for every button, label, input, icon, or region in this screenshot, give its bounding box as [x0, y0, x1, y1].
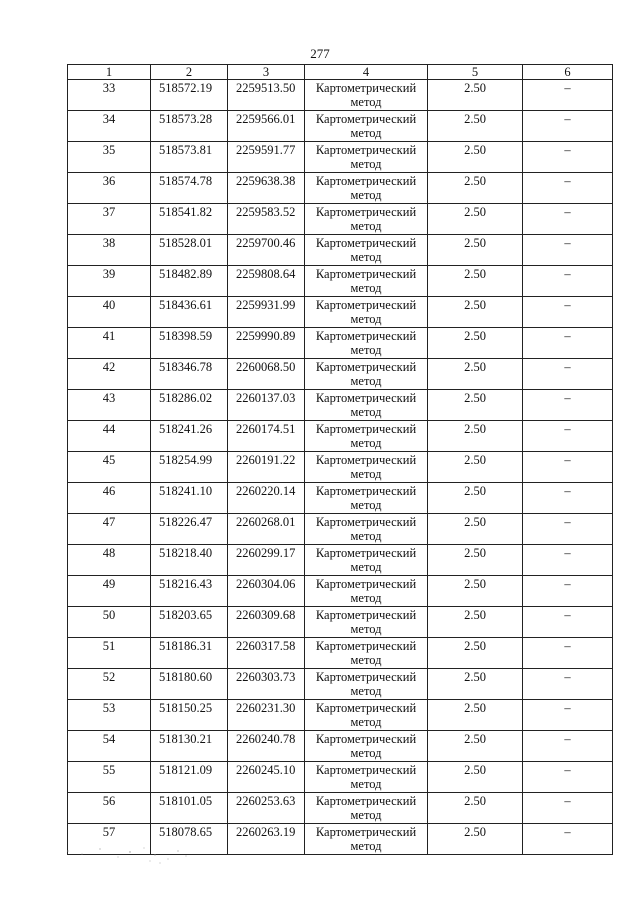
method-line-2: метод	[350, 467, 382, 481]
method-line-1: Картометрический	[315, 577, 417, 591]
x-coordinate-cell: 518203.65	[151, 607, 228, 638]
header-row	[68, 65, 613, 80]
method-line-2: метод	[350, 405, 382, 419]
x-coordinate-cell: 518572.19	[151, 80, 228, 111]
y-coordinate-cell: 2259638.38	[228, 173, 305, 204]
accuracy-cell: 2.50	[428, 514, 523, 545]
table-row	[68, 607, 613, 638]
method-line-2: метод	[350, 498, 382, 512]
table-row	[68, 731, 613, 762]
method-cell	[305, 576, 428, 607]
point-number-cell: 41	[68, 328, 151, 359]
accuracy-cell: 2.50	[428, 111, 523, 142]
method-cell	[305, 762, 428, 793]
y-coordinate-cell: 2259591.77	[228, 142, 305, 173]
note-cell: –	[523, 824, 613, 855]
method-cell	[305, 452, 428, 483]
method-line-1: Картометрический	[315, 205, 417, 219]
accuracy-cell: 2.50	[428, 452, 523, 483]
method-line-1: Картометрический	[315, 515, 417, 529]
y-coordinate-cell: 2260245.10	[228, 762, 305, 793]
y-coordinate-cell: 2260317.58	[228, 638, 305, 669]
method-cell	[305, 173, 428, 204]
accuracy-cell: 2.50	[428, 793, 523, 824]
header-cell: 4	[305, 65, 428, 80]
note-cell: –	[523, 514, 613, 545]
y-coordinate-cell: 2259808.64	[228, 266, 305, 297]
method-line-1: Картометрический	[315, 701, 417, 715]
table-row	[68, 328, 613, 359]
accuracy-cell: 2.50	[428, 483, 523, 514]
method-line-1: Картометрический	[315, 112, 417, 126]
table-row	[68, 700, 613, 731]
x-coordinate-cell: 518398.59	[151, 328, 228, 359]
note-cell: –	[523, 452, 613, 483]
y-coordinate-cell: 2259583.52	[228, 204, 305, 235]
method-line-2: метод	[350, 715, 382, 729]
table-row	[68, 576, 613, 607]
method-line-1: Картометрический	[315, 329, 417, 343]
note-cell: –	[523, 576, 613, 607]
method-cell	[305, 421, 428, 452]
y-coordinate-cell: 2260303.73	[228, 669, 305, 700]
method-line-2: метод	[350, 95, 382, 109]
accuracy-cell: 2.50	[428, 669, 523, 700]
accuracy-cell: 2.50	[428, 204, 523, 235]
method-line-1: Картометрический	[315, 391, 417, 405]
point-number-cell: 47	[68, 514, 151, 545]
method-cell	[305, 390, 428, 421]
method-line-1: Картометрический	[315, 732, 417, 746]
y-coordinate-cell: 2259931.99	[228, 297, 305, 328]
point-number-cell: 51	[68, 638, 151, 669]
accuracy-cell: 2.50	[428, 607, 523, 638]
table-row	[68, 111, 613, 142]
y-coordinate-cell: 2260304.06	[228, 576, 305, 607]
method-line-1: Картометрический	[315, 174, 417, 188]
x-coordinate-cell: 518436.61	[151, 297, 228, 328]
accuracy-cell: 2.50	[428, 80, 523, 111]
table-row	[68, 235, 613, 266]
method-cell	[305, 793, 428, 824]
point-number-cell: 36	[68, 173, 151, 204]
method-cell	[305, 700, 428, 731]
method-line-1: Картометрический	[315, 825, 417, 839]
method-line-2: метод	[350, 653, 382, 667]
method-cell	[305, 111, 428, 142]
method-line-2: метод	[350, 808, 382, 822]
y-coordinate-cell: 2260240.78	[228, 731, 305, 762]
method-line-2: метод	[350, 622, 382, 636]
header-cell: 6	[523, 65, 613, 80]
coordinates-table	[67, 64, 613, 855]
note-cell: –	[523, 173, 613, 204]
method-cell	[305, 607, 428, 638]
note-cell: –	[523, 607, 613, 638]
note-cell: –	[523, 359, 613, 390]
method-cell	[305, 80, 428, 111]
point-number-cell: 43	[68, 390, 151, 421]
method-line-2: метод	[350, 157, 382, 171]
table-row	[68, 638, 613, 669]
point-number-cell: 56	[68, 793, 151, 824]
accuracy-cell: 2.50	[428, 266, 523, 297]
note-cell: –	[523, 328, 613, 359]
x-coordinate-cell: 518254.99	[151, 452, 228, 483]
y-coordinate-cell: 2259566.01	[228, 111, 305, 142]
method-line-2: метод	[350, 343, 382, 357]
x-coordinate-cell: 518226.47	[151, 514, 228, 545]
method-line-2: метод	[350, 839, 382, 853]
y-coordinate-cell: 2259990.89	[228, 328, 305, 359]
x-coordinate-cell: 518130.21	[151, 731, 228, 762]
x-coordinate-cell: 518186.31	[151, 638, 228, 669]
y-coordinate-cell: 2260068.50	[228, 359, 305, 390]
accuracy-cell: 2.50	[428, 731, 523, 762]
table-row	[68, 204, 613, 235]
x-coordinate-cell: 518482.89	[151, 266, 228, 297]
method-cell	[305, 731, 428, 762]
table-row	[68, 545, 613, 576]
table-row	[68, 390, 613, 421]
accuracy-cell: 2.50	[428, 359, 523, 390]
note-cell: –	[523, 204, 613, 235]
method-line-1: Картометрический	[315, 143, 417, 157]
method-line-2: метод	[350, 188, 382, 202]
accuracy-cell: 2.50	[428, 297, 523, 328]
y-coordinate-cell: 2260299.17	[228, 545, 305, 576]
accuracy-cell: 2.50	[428, 142, 523, 173]
note-cell: –	[523, 80, 613, 111]
table-row	[68, 359, 613, 390]
point-number-cell: 37	[68, 204, 151, 235]
y-coordinate-cell: 2260231.30	[228, 700, 305, 731]
method-line-1: Картометрический	[315, 453, 417, 467]
header-cell: 2	[151, 65, 228, 80]
method-line-1: Картометрический	[315, 422, 417, 436]
table-row	[68, 297, 613, 328]
method-line-2: метод	[350, 312, 382, 326]
point-number-cell: 42	[68, 359, 151, 390]
point-number-cell: 38	[68, 235, 151, 266]
point-number-cell: 53	[68, 700, 151, 731]
note-cell: –	[523, 266, 613, 297]
method-line-2: метод	[350, 250, 382, 264]
method-cell	[305, 266, 428, 297]
header-cell: 1	[68, 65, 151, 80]
point-number-cell: 44	[68, 421, 151, 452]
method-line-2: метод	[350, 529, 382, 543]
accuracy-cell: 2.50	[428, 638, 523, 669]
note-cell: –	[523, 111, 613, 142]
method-line-1: Картометрический	[315, 608, 417, 622]
point-number-cell: 40	[68, 297, 151, 328]
y-coordinate-cell: 2260263.19	[228, 824, 305, 855]
method-line-1: Картометрический	[315, 763, 417, 777]
accuracy-cell: 2.50	[428, 824, 523, 855]
header-cell: 3	[228, 65, 305, 80]
point-number-cell: 35	[68, 142, 151, 173]
y-coordinate-cell: 2260253.63	[228, 793, 305, 824]
accuracy-cell: 2.50	[428, 390, 523, 421]
point-number-cell: 57	[68, 824, 151, 855]
y-coordinate-cell: 2260220.14	[228, 483, 305, 514]
method-line-1: Картометрический	[315, 81, 417, 95]
y-coordinate-cell: 2260191.22	[228, 452, 305, 483]
table-row	[68, 266, 613, 297]
note-cell: –	[523, 793, 613, 824]
x-coordinate-cell: 518241.10	[151, 483, 228, 514]
method-line-2: метод	[350, 374, 382, 388]
method-line-2: метод	[350, 560, 382, 574]
note-cell: –	[523, 545, 613, 576]
method-cell	[305, 545, 428, 576]
method-line-1: Картометрический	[315, 670, 417, 684]
note-cell: –	[523, 762, 613, 793]
note-cell: –	[523, 700, 613, 731]
method-line-2: метод	[350, 746, 382, 760]
note-cell: –	[523, 390, 613, 421]
table-row	[68, 80, 613, 111]
y-coordinate-cell: 2260268.01	[228, 514, 305, 545]
note-cell: –	[523, 142, 613, 173]
point-number-cell: 39	[68, 266, 151, 297]
point-number-cell: 49	[68, 576, 151, 607]
point-number-cell: 48	[68, 545, 151, 576]
note-cell: –	[523, 421, 613, 452]
table-row	[68, 452, 613, 483]
table-row	[68, 514, 613, 545]
accuracy-cell: 2.50	[428, 762, 523, 793]
point-number-cell: 50	[68, 607, 151, 638]
x-coordinate-cell: 518286.02	[151, 390, 228, 421]
method-cell	[305, 824, 428, 855]
method-cell	[305, 328, 428, 359]
scan-noise-marks	[60, 845, 200, 865]
method-line-1: Картометрический	[315, 546, 417, 560]
accuracy-cell: 2.50	[428, 421, 523, 452]
accuracy-cell: 2.50	[428, 235, 523, 266]
point-number-cell: 54	[68, 731, 151, 762]
table-row	[68, 173, 613, 204]
method-line-1: Картометрический	[315, 639, 417, 653]
note-cell: –	[523, 669, 613, 700]
note-cell: –	[523, 235, 613, 266]
point-number-cell: 52	[68, 669, 151, 700]
note-cell: –	[523, 483, 613, 514]
y-coordinate-cell: 2260309.68	[228, 607, 305, 638]
y-coordinate-cell: 2260137.03	[228, 390, 305, 421]
accuracy-cell: 2.50	[428, 700, 523, 731]
x-coordinate-cell: 518528.01	[151, 235, 228, 266]
method-cell	[305, 514, 428, 545]
x-coordinate-cell: 518574.78	[151, 173, 228, 204]
x-coordinate-cell: 518180.60	[151, 669, 228, 700]
method-line-1: Картометрический	[315, 360, 417, 374]
table-row	[68, 421, 613, 452]
x-coordinate-cell: 518346.78	[151, 359, 228, 390]
x-coordinate-cell: 518218.40	[151, 545, 228, 576]
method-cell	[305, 142, 428, 173]
method-line-2: метод	[350, 219, 382, 233]
method-cell	[305, 638, 428, 669]
method-line-1: Картометрический	[315, 236, 417, 250]
method-cell	[305, 204, 428, 235]
x-coordinate-cell: 518216.43	[151, 576, 228, 607]
method-cell	[305, 483, 428, 514]
method-line-2: метод	[350, 126, 382, 140]
method-cell	[305, 359, 428, 390]
table-row	[68, 793, 613, 824]
method-line-2: метод	[350, 777, 382, 791]
x-coordinate-cell: 518121.09	[151, 762, 228, 793]
table-row	[68, 669, 613, 700]
method-line-1: Картометрический	[315, 484, 417, 498]
table-row	[68, 142, 613, 173]
x-coordinate-cell: 518078.65	[151, 824, 228, 855]
point-number-cell: 55	[68, 762, 151, 793]
method-line-2: метод	[350, 436, 382, 450]
x-coordinate-cell: 518150.25	[151, 700, 228, 731]
method-line-2: метод	[350, 281, 382, 295]
page-number: 277	[310, 46, 330, 61]
x-coordinate-cell: 518573.81	[151, 142, 228, 173]
point-number-cell: 34	[68, 111, 151, 142]
table-row	[68, 483, 613, 514]
accuracy-cell: 2.50	[428, 576, 523, 607]
table-header	[68, 65, 613, 80]
method-cell	[305, 669, 428, 700]
method-line-1: Картометрический	[315, 794, 417, 808]
point-number-cell: 33	[68, 80, 151, 111]
accuracy-cell: 2.50	[428, 173, 523, 204]
method-line-1: Картометрический	[315, 298, 417, 312]
method-cell	[305, 297, 428, 328]
accuracy-cell: 2.50	[428, 545, 523, 576]
y-coordinate-cell: 2259700.46	[228, 235, 305, 266]
y-coordinate-cell: 2259513.50	[228, 80, 305, 111]
table-body	[68, 80, 613, 855]
x-coordinate-cell: 518101.05	[151, 793, 228, 824]
accuracy-cell: 2.50	[428, 328, 523, 359]
note-cell: –	[523, 638, 613, 669]
method-line-1: Картометрический	[315, 267, 417, 281]
x-coordinate-cell: 518573.28	[151, 111, 228, 142]
x-coordinate-cell: 518241.26	[151, 421, 228, 452]
note-cell: –	[523, 297, 613, 328]
point-number-cell: 45	[68, 452, 151, 483]
method-line-2: метод	[350, 684, 382, 698]
y-coordinate-cell: 2260174.51	[228, 421, 305, 452]
x-coordinate-cell: 518541.82	[151, 204, 228, 235]
header-cell: 5	[428, 65, 523, 80]
note-cell: –	[523, 731, 613, 762]
method-cell	[305, 235, 428, 266]
point-number-cell: 46	[68, 483, 151, 514]
method-line-2: метод	[350, 591, 382, 605]
table-row	[68, 762, 613, 793]
